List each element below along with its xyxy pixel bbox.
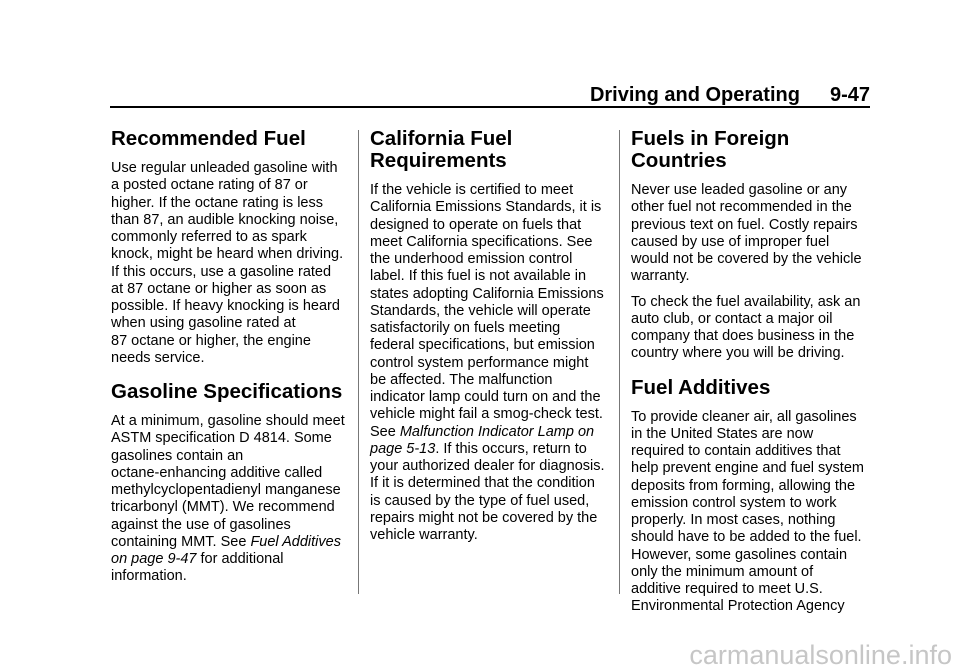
text-line: federal specifications, but emission (370, 337, 595, 354)
text-line: meet California specifications. See (370, 233, 593, 250)
text-line: repairs might not be covered by the (370, 509, 598, 526)
column-3 (631, 128, 877, 616)
text-line: emission control system to work (631, 494, 837, 511)
text-line (370, 441, 616, 458)
fuels-foreign-heading: Fuels in Foreign Countries (631, 127, 790, 172)
text-line: states adopting California Emissions (370, 285, 604, 302)
text-line: caused by use of improper fuel (631, 233, 830, 250)
fuels-foreign-text (631, 182, 877, 286)
text-span: See (370, 423, 400, 440)
text-line: tricarbonyl (MMT). We recommend (111, 499, 335, 516)
text-line: knock, might be heard when driving. (111, 246, 344, 263)
recommended-fuel-heading: Recommended Fuel (111, 127, 306, 150)
fuel-additives-text (631, 409, 877, 616)
text-line: control system performance might (370, 354, 589, 371)
malfunction-indicator-link[interactable]: Malfunction Indicator Lamp on (399, 423, 595, 440)
text-line: higher. If the octane rating is less (111, 194, 323, 211)
text-line: If this occurs, use a gasoline rated (111, 263, 332, 280)
column-2 (370, 128, 616, 544)
column-divider-1 (358, 130, 359, 594)
text-line: Use regular unleaded gasoline with (111, 160, 338, 176)
section-title: Driving and Operating (589, 84, 800, 106)
text-line: warranty. (631, 268, 690, 285)
text-line: auto club, or contact a major oil (631, 310, 833, 327)
text-line: previous text on fuel. Costly repairs (631, 216, 858, 233)
page-header (110, 84, 870, 106)
watermark: carmanualsonline.info (689, 640, 952, 670)
text-line: commonly referred to as spark (111, 229, 307, 245)
text-line: octane-enhancing additive called (111, 464, 323, 481)
text-line: Standards, the vehicle will operate (370, 302, 591, 319)
text-line: only the minimum amount of (631, 563, 814, 580)
text-line: additive required to meet U.S. (631, 581, 823, 597)
text-line: be affected. The malfunction (370, 371, 553, 388)
text-line: other fuel not recommended in the (631, 199, 852, 216)
text-line: required to contain additives that (631, 443, 841, 459)
text-line: possible. If heavy knocking is heard (111, 298, 340, 314)
text-line: vehicle might fail a smog-check test. (370, 406, 603, 423)
text-line: should have to be added to the fuel. (631, 529, 862, 546)
text-span: containing MMT. See (111, 533, 251, 550)
text-line: in the United States are now (631, 425, 814, 442)
text-line: Environmental Protection Agency (631, 598, 845, 615)
text-line: than 87, an audible knocking noise, (111, 211, 339, 228)
text-line: If the vehicle is certified to meet (370, 182, 574, 198)
gasoline-specifications-text (111, 413, 357, 586)
text-line: To check the fuel availability, ask an (631, 293, 861, 310)
text-line: against the use of gasolines (111, 516, 291, 533)
fuel-additives-heading: Fuel Additives (631, 375, 771, 399)
text-line: Never use leaded gasoline or any (631, 182, 848, 198)
fuel-availability-text (631, 294, 877, 363)
california-fuel-heading: California Fuel Requirements (370, 127, 513, 172)
text-line: a posted octane rating of 87 or (111, 177, 308, 194)
text-line: deposits from forming, allowing the (631, 477, 856, 494)
page-number: 9-47 (829, 84, 870, 106)
text-span: for additional (196, 551, 284, 567)
text-line (111, 551, 357, 568)
text-line: properly. In most cases, nothing (631, 512, 836, 528)
text-line: vehicle warranty. (370, 527, 478, 543)
text-line: ASTM specification D 4814. Some (111, 430, 332, 447)
text-line: satisfactorily on fuels meeting (370, 320, 561, 336)
text-line: At a minimum, gasoline should meet (111, 413, 345, 429)
text-span: . If this occurs, return to (435, 440, 587, 457)
text-line: the underhood emission control (370, 251, 573, 267)
text-line: is caused by the type of fuel used, (370, 492, 590, 509)
text-line: needs service. (111, 349, 205, 366)
text-line: designed to operate on fuels that (370, 216, 582, 233)
text-line: If it is determined that the condition (370, 475, 595, 492)
text-line: However, some gasolines contain (631, 546, 848, 563)
text-line: gasolines contain an (111, 447, 244, 464)
column-1 (111, 128, 357, 586)
text-line: California Emissions Standards, it is (370, 199, 602, 216)
page-reference-link[interactable]: on page 9‑47 (111, 551, 197, 567)
california-fuel-text (370, 182, 616, 544)
text-line: company that does business in the (631, 328, 855, 344)
text-line (370, 424, 616, 441)
text-line: when using gasoline rated at (111, 315, 296, 332)
text-line: would not be covered by the vehicle (631, 251, 862, 267)
fuel-additives-link[interactable]: Fuel Additives (250, 533, 341, 550)
text-line: information. (111, 568, 187, 585)
text-line: indicator lamp could turn on and the (370, 389, 601, 405)
text-line: 87 octane or higher, the engine (111, 332, 311, 349)
text-line: label. If this fuel is not available in (370, 268, 587, 285)
text-line: methylcyclopentadienyl manganese (111, 482, 341, 498)
gasoline-specifications-heading: Gasoline Specifications (111, 380, 343, 403)
text-line (111, 534, 357, 551)
text-line: at 87 octane or higher as soon as (111, 280, 327, 297)
header-rule (110, 106, 870, 108)
text-line: To provide cleaner air, all gasolines (631, 408, 857, 425)
text-line: your authorized dealer for diagnosis. (370, 458, 605, 474)
text-line: help prevent engine and fuel system (631, 460, 864, 477)
page-reference-link[interactable]: page 5‑13 (370, 440, 436, 457)
recommended-fuel-text (111, 160, 357, 367)
text-line: country where you will be driving. (631, 345, 845, 362)
column-divider-2 (619, 130, 620, 594)
